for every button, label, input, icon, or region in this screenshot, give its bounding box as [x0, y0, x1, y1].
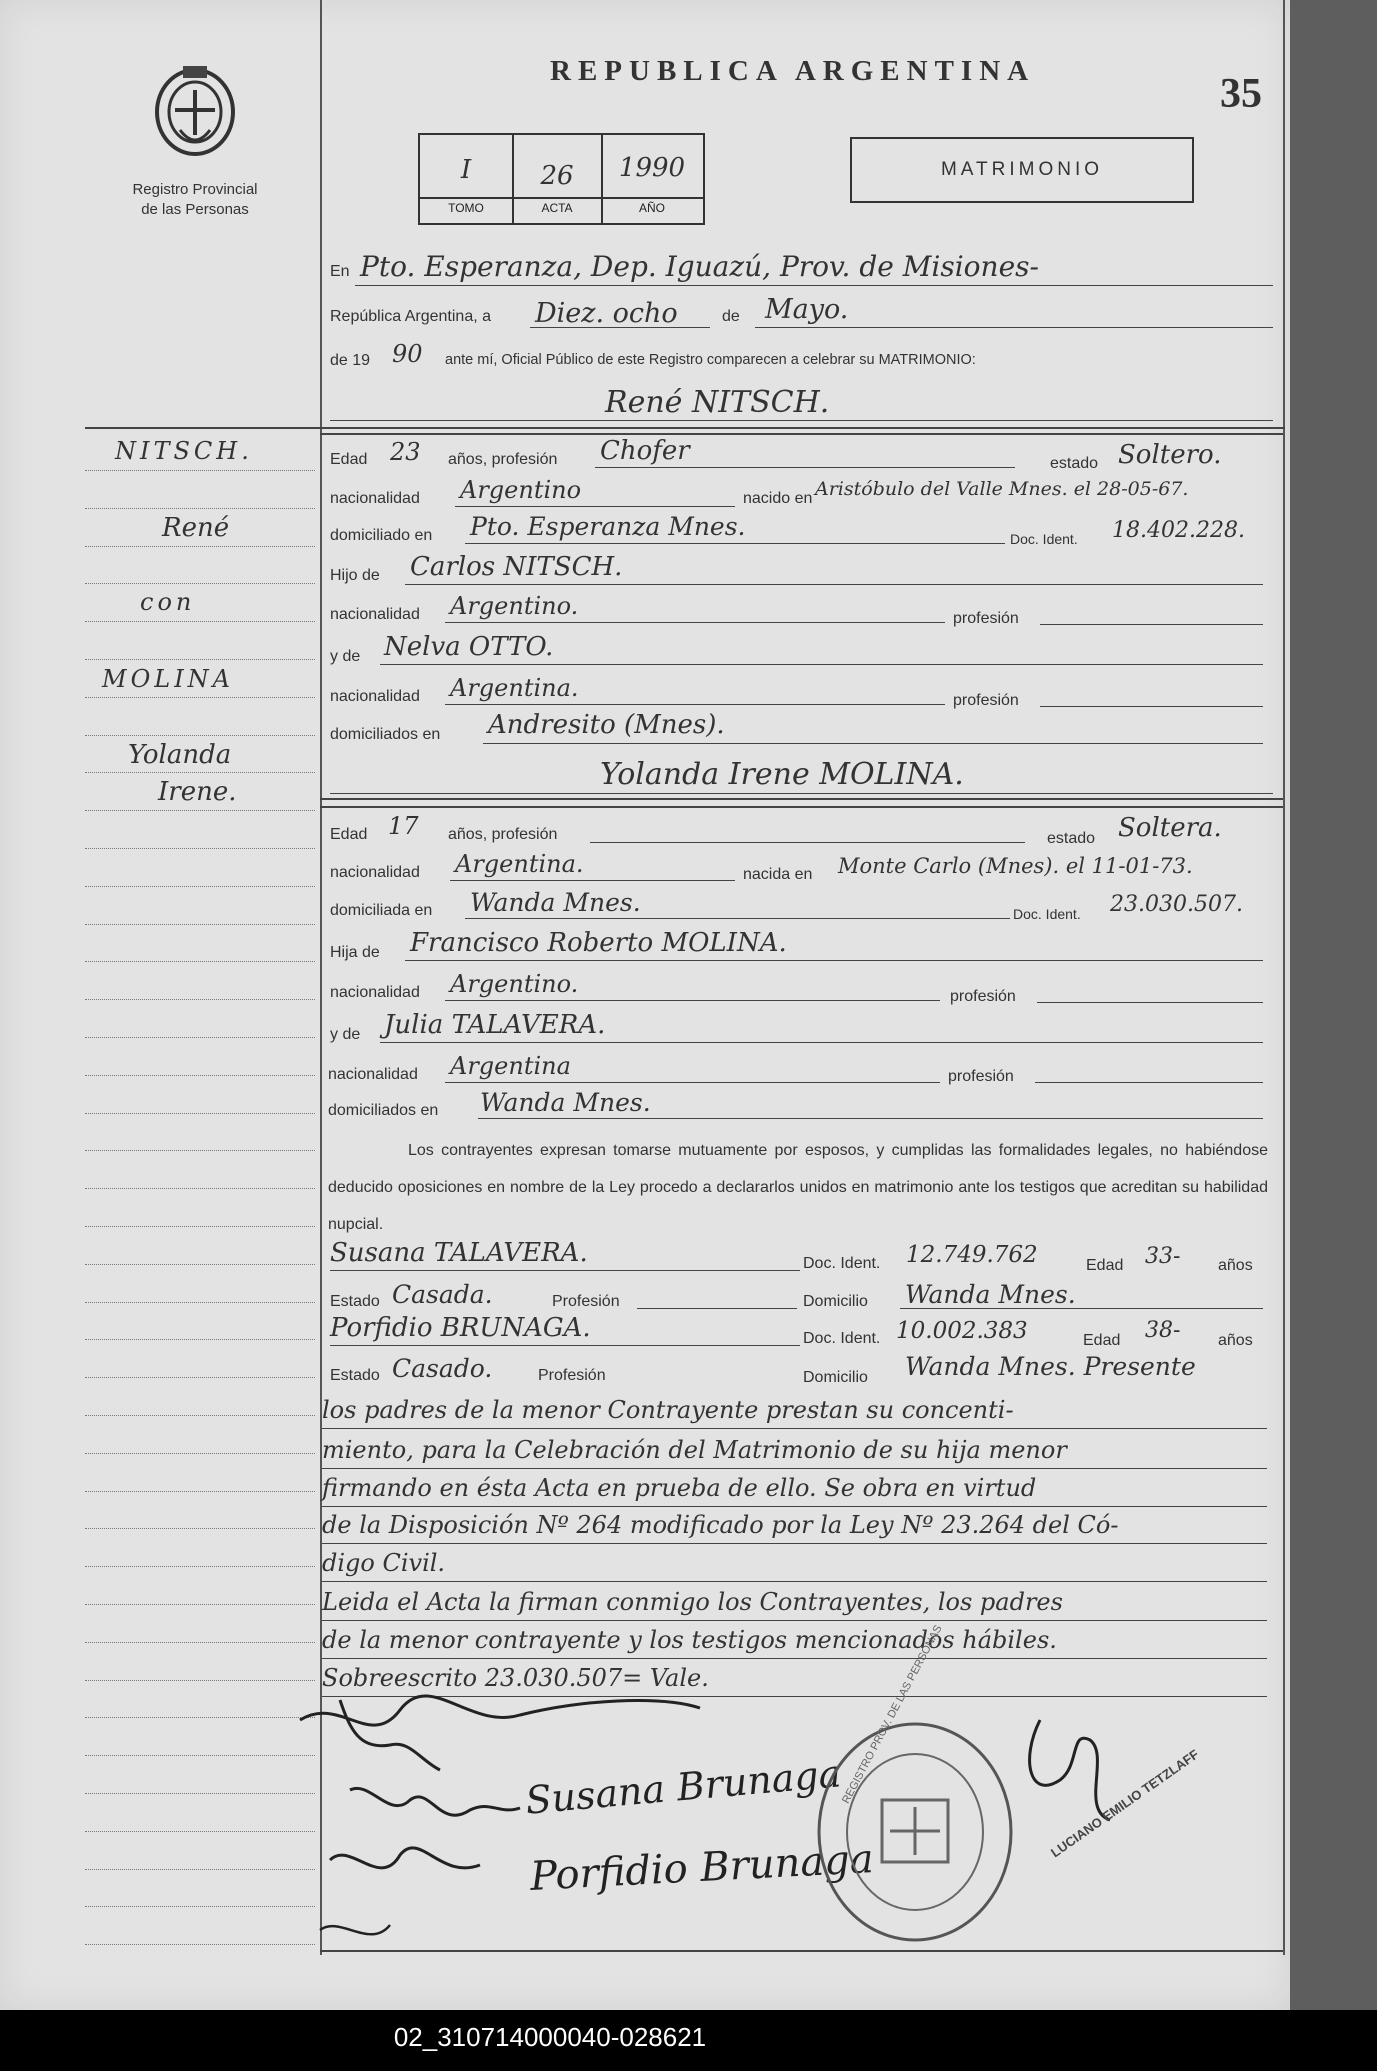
groom-padre-nac-line [445, 622, 945, 623]
groom-dom-label: domiciliado en [330, 527, 433, 544]
acta-label: ACTA [541, 201, 573, 215]
de-label: de [722, 308, 740, 325]
note-text: los padres de la menor Contrayente prestan su concenti- [322, 1396, 1014, 1424]
bride-section-line [320, 798, 1283, 800]
margin-rule [85, 1037, 315, 1038]
acta-value: 26 [540, 161, 574, 191]
margin-rule [85, 508, 315, 509]
margin-rule [85, 1188, 315, 1189]
witness-1-anos-label: años [1218, 1257, 1253, 1274]
bride-profesion-label: años, profesión [448, 826, 558, 843]
margin-note: Yolanda [128, 740, 232, 770]
bride-yde-label: y de [330, 1026, 361, 1043]
margin-rule [85, 1491, 315, 1492]
act-type-box [850, 137, 1194, 203]
groom-padre-prof-line [1040, 624, 1263, 625]
note-line [322, 1620, 1267, 1621]
witness-1-prof-label: Profesión [552, 1293, 620, 1310]
registry-logo [150, 60, 240, 160]
day-value: Diez. ocho [535, 298, 678, 329]
margin-rule [85, 1226, 315, 1227]
bride-full-name: Yolanda Irene MOLINA. [600, 757, 964, 792]
groom-domiciliados-line [483, 743, 1263, 744]
month-value: Mayo. [765, 294, 849, 325]
note-text: firmando en ésta Acta en prueba de ello. Se obra en virtud [322, 1474, 1037, 1502]
country-title: REPUBLICA ARGENTINA [550, 55, 1036, 87]
margin-rule [85, 1566, 315, 1567]
bride-madre-nac-label: nacionalidad [328, 1066, 418, 1083]
groom-padre-nac: Argentino. [450, 592, 579, 620]
witness-signature-2: Porfidio Brunaga [529, 1836, 875, 1900]
margin-rule [85, 1339, 315, 1340]
margin-rule [85, 810, 315, 811]
bride-padre-nac: Argentino. [450, 970, 579, 998]
bride-doc: 23.030.507. [1110, 892, 1243, 917]
margin-rule [85, 583, 315, 584]
year-prefix: de 19 [330, 352, 371, 369]
groom-nac-label: nacionalidad [330, 490, 420, 507]
note-line [322, 1581, 1267, 1582]
witness-1-edad: 33- [1145, 1244, 1181, 1269]
registry-name [110, 180, 280, 220]
note-text: digo Civil. [322, 1549, 446, 1577]
margin-rule [85, 1264, 315, 1265]
margin-rule [85, 848, 315, 849]
bride-nacionalidad: Argentina. [455, 850, 584, 878]
witness-1-edad-label: Edad [1086, 1257, 1124, 1274]
groom-doc: 18.402.228. [1112, 518, 1245, 543]
bride-madre-prof-label: profesión [948, 1068, 1014, 1085]
witness-1-name-line [330, 1270, 800, 1271]
bride-madre-line [380, 1042, 1263, 1043]
ano-value: 1990 [618, 153, 686, 183]
margin-rule [85, 1528, 315, 1529]
bride-dom-line [465, 918, 1010, 919]
bride-padre-prof-line [1037, 1002, 1263, 1003]
groom-section-line [85, 427, 1285, 429]
page-number: 35 [1220, 71, 1262, 117]
tomo-label: TOMO [448, 201, 484, 215]
registry-line-1: Registro Provincial [132, 181, 258, 198]
groom-estado-label: estado [1050, 455, 1099, 472]
place-value: Pto. Esperanza, Dep. Iguazú, Prov. de Misiones- [360, 250, 1039, 283]
year-suffix: 90 [392, 340, 423, 368]
bride-domiciliados-line [478, 1118, 1263, 1119]
page-edge [1290, 0, 1377, 2010]
witness-2-estado-label: Estado [330, 1367, 380, 1384]
margin-rule [85, 1377, 315, 1378]
note-line [322, 1428, 1267, 1429]
bride-hija-label: Hija de [330, 944, 380, 961]
signature-scribbles [280, 1690, 840, 1960]
witness-1-prof-line [637, 1308, 797, 1309]
groom-madre-nac-label: nacionalidad [330, 688, 420, 705]
bride-dom-label: domiciliada en [330, 902, 433, 919]
margin-rule [85, 546, 315, 547]
groom-section-line-2 [320, 433, 1283, 435]
bride-padre-prof-label: profesión [950, 988, 1016, 1005]
margin-rule [85, 1604, 315, 1605]
groom-nacido: Aristóbulo del Valle Mnes. el 28-05-67. [815, 478, 1189, 500]
note-text: de la Disposición Nº 264 modificado por la Ley Nº 23.264 del Có- [322, 1511, 1119, 1539]
margin-rule [85, 886, 315, 887]
groom-name-line [330, 420, 1273, 421]
groom-padre: Carlos NITSCH. [410, 552, 623, 582]
bride-padre-nac-line [445, 1000, 940, 1001]
witness-2-edad-label: Edad [1083, 1332, 1121, 1349]
bride-edad: 17 [388, 812, 419, 840]
groom-madre-nac-line [445, 704, 945, 705]
note-text: miento, para la Celebración del Matrimonio de su hija menor [322, 1436, 1067, 1464]
note-text: Sobreescrito 23.030.507= Vale. [322, 1664, 709, 1692]
groom-doc-label: Doc. Ident. [1010, 531, 1078, 547]
margin-rule [85, 697, 315, 698]
witness-2-prof-label: Profesión [538, 1367, 606, 1384]
witness-1-domicilio: Wanda Mnes. [905, 1280, 1076, 1309]
witness-2-edad: 38- [1145, 1318, 1181, 1343]
witness-2-name: Porfidio BRUNAGA. [330, 1313, 591, 1343]
witness-2-doc: 10.002.383 [896, 1318, 1028, 1344]
margin-note: René [162, 513, 230, 543]
bride-madre-prof-line [1035, 1082, 1263, 1083]
groom-full-name: René NITSCH. [605, 385, 830, 420]
left-margin-line [320, 0, 322, 1955]
bride-nac-line [450, 880, 735, 881]
registry-line-2: de las Personas [141, 201, 249, 218]
note-line [322, 1543, 1267, 1544]
groom-domicilio: Pto. Esperanza Mnes. [470, 512, 746, 541]
groom-profesion-label: años, profesión [448, 451, 558, 468]
bride-estado-label: estado [1047, 830, 1096, 847]
footer-code: 02_310714000040-028621 [393, 2022, 707, 2052]
bride-padre-nac-label: nacionalidad [330, 984, 420, 1001]
note-line [322, 1658, 1267, 1659]
act-type: MATRIMONIO [940, 159, 1104, 180]
bride-nacida: Monte Carlo (Mnes). el 11-01-73. [838, 854, 1193, 878]
margin-rule [85, 999, 315, 1000]
witness-1-name: Susana TALAVERA. [330, 1238, 588, 1268]
declaration-text: Los contrayentes expresan tomarse mutuamente por esposos, y cumplidas las formalidades legales, no habiéndose deducido oposiciones en nombre de la Ley procedo a declararlos unidos en matrimonio ante los testigos que acreditan su habilidad nupcial. [328, 1142, 1268, 1233]
bride-domicilio: Wanda Mnes. [470, 888, 641, 917]
margin-rule [85, 1075, 315, 1076]
note-line [322, 1506, 1267, 1507]
margin-rule [85, 1642, 315, 1643]
official-seal [810, 1715, 1020, 1950]
witness-2-name-line [330, 1345, 800, 1346]
margin-rule [85, 1113, 315, 1114]
bride-madre-nac: Argentina [450, 1052, 571, 1080]
tomo-value: I [460, 155, 472, 185]
margin-note: NITSCH. [115, 437, 253, 465]
margin-rule [85, 621, 315, 622]
bride-nacida-label: nacida en [743, 866, 813, 883]
margin-note: Irene. [158, 777, 237, 807]
en-label: En [330, 263, 350, 280]
groom-madre-prof-label: profesión [953, 692, 1019, 709]
witness-2-dom-label: Domicilio [803, 1369, 868, 1386]
groom-nacido-label: nacido en [743, 490, 813, 507]
witness-1-dom-label: Domicilio [803, 1293, 868, 1310]
witness-signature-1: Susana Brunaga [523, 1751, 843, 1823]
bride-domiciliados-label: domiciliados en [328, 1102, 439, 1119]
margin-rule [85, 772, 315, 773]
witness-1-dom-line [900, 1308, 1263, 1309]
witness-1-doc: 12.749.762 [906, 1242, 1038, 1268]
bride-madre: Julia TALAVERA. [384, 1010, 606, 1040]
margin-rule [85, 1150, 315, 1151]
intro-statement: ante mí, Oficial Público de este Registro comparecen a celebrar su MATRIMONIO: [445, 352, 976, 368]
margin-note: con [140, 588, 196, 616]
bride-profesion-line [590, 842, 1025, 843]
month-line [755, 327, 1273, 328]
bride-name-line [330, 793, 1273, 794]
groom-domiciliados-label: domiciliados en [330, 726, 441, 743]
witness-1-estado-label: Estado [330, 1293, 380, 1310]
margin-rule [85, 1302, 315, 1303]
officer-stamp: LUCIANO EMILIO TETZLAFF [1048, 1746, 1202, 1861]
bride-madre-nac-line [445, 1082, 940, 1083]
republic-label: República Argentina, a [330, 308, 491, 325]
note-text: Leida el Acta la firman conmigo los Contrayentes, los padres [322, 1588, 1063, 1616]
day-line [530, 327, 710, 328]
bride-padre: Francisco Roberto MOLINA. [410, 928, 787, 958]
witness-1-doc-label: Doc. Ident. [803, 1255, 881, 1272]
groom-dom-line [465, 543, 1005, 544]
groom-hijo-label: Hijo de [330, 567, 380, 584]
note-text: de la menor contrayente y los testigos mencionados hábiles. [322, 1626, 1057, 1654]
ano-label: AÑO [638, 201, 665, 215]
groom-domiciliados: Andresito (Mnes). [488, 710, 725, 740]
bride-edad-label: Edad [330, 826, 368, 843]
groom-padre-nac-label: nacionalidad [330, 606, 420, 623]
margin-rule [85, 1415, 315, 1416]
bride-estado: Soltera. [1118, 813, 1222, 843]
right-margin-line [1283, 0, 1285, 1955]
bride-nac-label: nacionalidad [330, 864, 420, 881]
witness-2-estado: Casado. [392, 1354, 493, 1383]
note-line [322, 1468, 1267, 1469]
groom-madre-prof-line [1040, 706, 1263, 707]
margin-rule [85, 1453, 315, 1454]
groom-profesion: Chofer [600, 436, 690, 466]
witness-2-anos-label: años [1218, 1332, 1253, 1349]
groom-madre-line [380, 664, 1263, 665]
margin-rule [85, 659, 315, 660]
seal-text: REGISTRO PROV. DE LAS PERSONAS [840, 1623, 945, 1806]
place-line [355, 285, 1273, 286]
bride-padre-line [405, 960, 1263, 961]
groom-edad: 23 [390, 438, 421, 466]
margin-rule [85, 470, 315, 471]
bride-section-line-2 [320, 806, 1283, 808]
record-box [418, 133, 705, 225]
groom-padre-prof-label: profesión [953, 610, 1019, 627]
margin-rule [85, 1680, 315, 1681]
groom-profesion-line [595, 467, 1015, 468]
groom-padre-line [405, 584, 1263, 585]
witness-2-doc-label: Doc. Ident. [803, 1330, 881, 1347]
groom-madre: Nelva OTTO. [384, 632, 554, 662]
witness-2-domicilio: Wanda Mnes. Presente [905, 1352, 1196, 1381]
groom-madre-nac: Argentina. [450, 674, 579, 702]
margin-rule [85, 961, 315, 962]
margin-rule [85, 735, 315, 736]
margin-rule [85, 924, 315, 925]
groom-yde-label: y de [330, 648, 361, 665]
groom-edad-label: Edad [330, 451, 368, 468]
margin-note: MOLINA [102, 665, 234, 693]
bride-doc-label: Doc. Ident. [1013, 906, 1081, 922]
groom-nacionalidad: Argentino [460, 476, 582, 504]
witness-1-estado: Casada. [392, 1280, 493, 1309]
groom-nac-line [455, 506, 735, 507]
bride-domiciliados: Wanda Mnes. [480, 1088, 651, 1117]
groom-estado: Soltero. [1118, 440, 1222, 470]
